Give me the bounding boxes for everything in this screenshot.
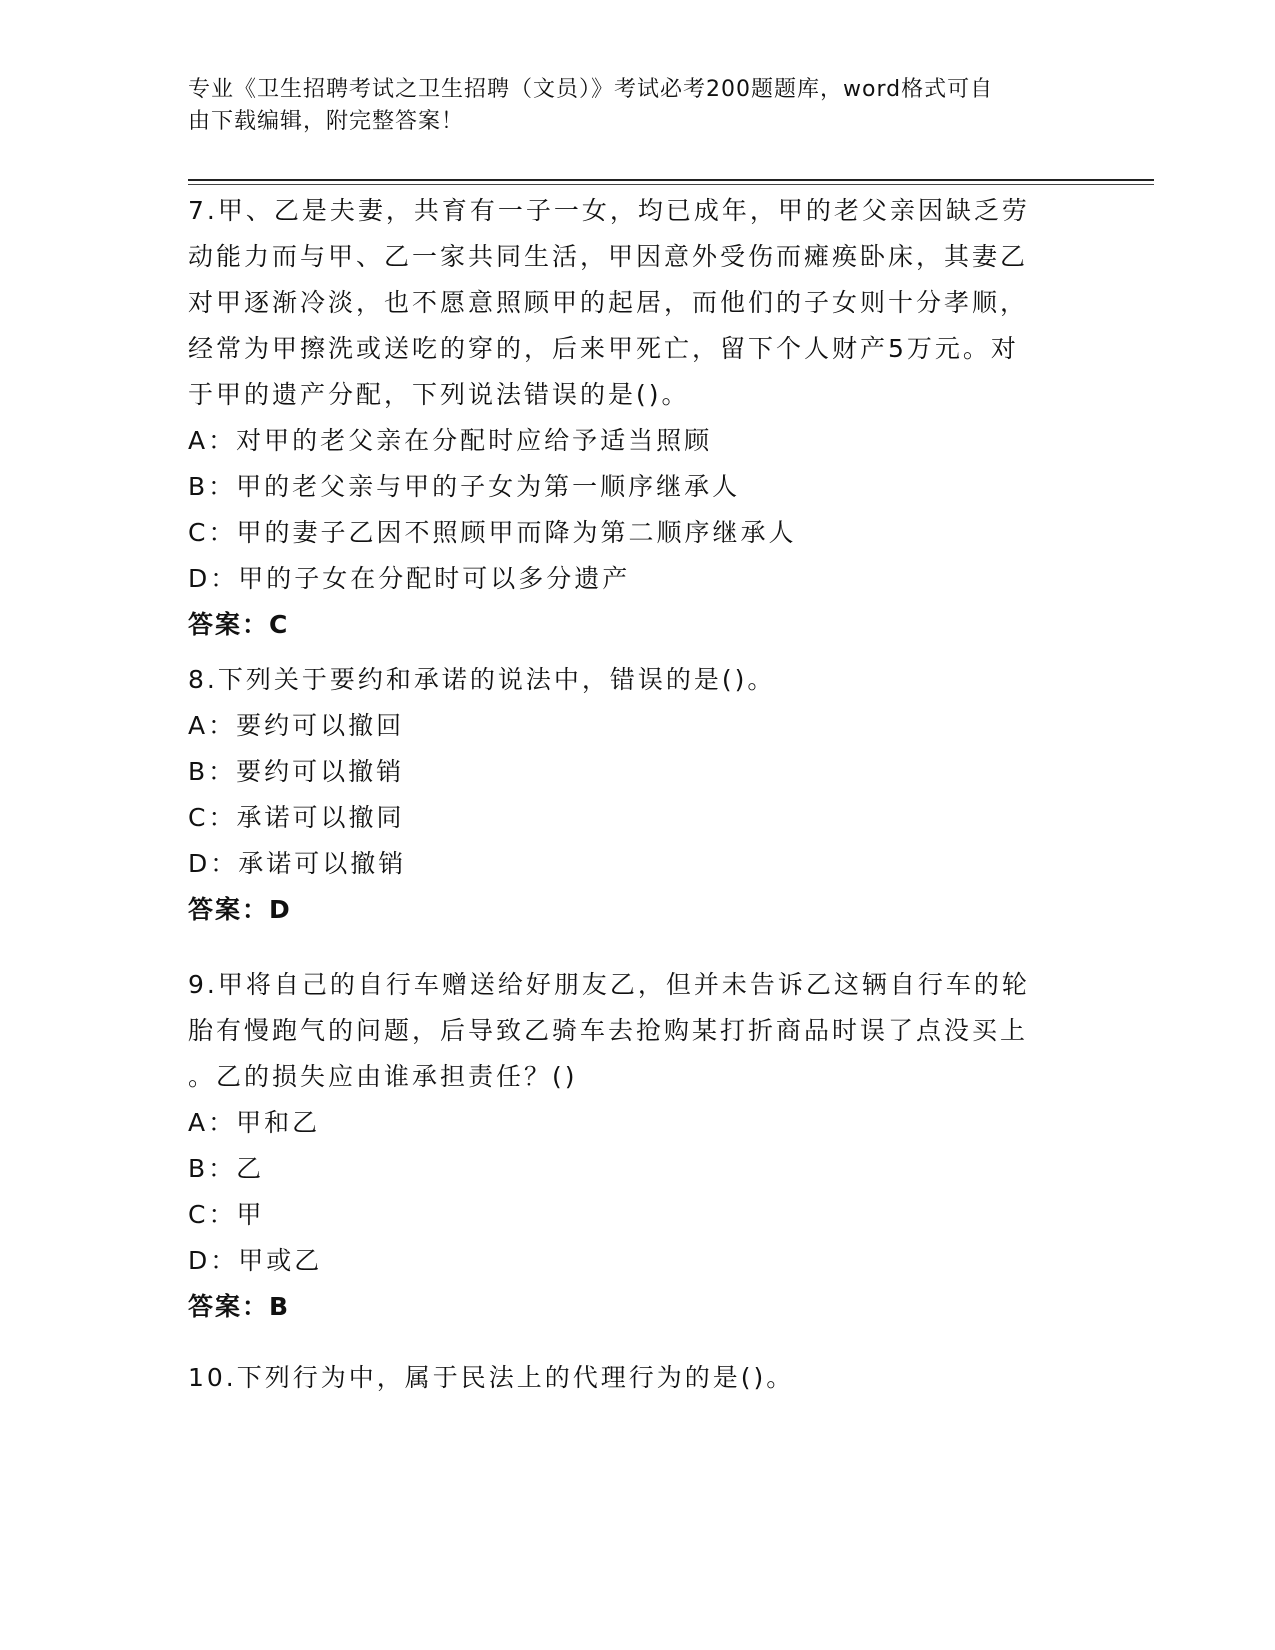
option-c: C：承诺可以撤同 (188, 803, 405, 832)
option-b: B：要约可以撤销 (188, 757, 405, 786)
question-stem-line: 8.下列关于要约和承诺的说法中，错误的是()。 (188, 665, 776, 694)
question-9 (188, 962, 1068, 1330)
question-stem-line: 10.下列行为中，属于民法上的代理行为的是()。 (188, 1363, 795, 1392)
question-stem-line: 胎有慢跑气的问题，后导致乙骑车去抢购某打折商品时误了点没买上 (188, 1016, 1029, 1045)
header-line: 由下载编辑，附完整答案！ (188, 109, 465, 134)
question-10 (188, 1355, 1068, 1401)
question-stem-line: 7.甲、乙是夫妻，共育有一子一女，均已成年，甲的老父亲因缺乏劳 (188, 196, 1030, 225)
header-divider-thick (188, 179, 1154, 181)
option-c: C：甲 (188, 1200, 265, 1229)
document-header (188, 74, 1068, 138)
answer-line: 答案：D (188, 895, 292, 924)
question-7 (188, 188, 1068, 648)
option-a: A：甲和乙 (188, 1108, 321, 1137)
question-stem-line: 动能力而与甲、乙一家共同生活，甲因意外受伤而瘫痪卧床，其妻乙 (188, 242, 1029, 271)
option-b: B：甲的老父亲与甲的子女为第一顺序继承人 (188, 472, 741, 501)
question-stem-line: 9.甲将自己的自行车赠送给好朋友乙，但并未告诉乙这辆自行车的轮 (188, 970, 1030, 999)
answer-line: 答案：B (188, 1292, 291, 1321)
question-stem-line: 经常为甲擦洗或送吃的穿的，后来甲死亡，留下个人财产5万元。对 (188, 334, 1019, 363)
header-line: 专业《卫生招聘考试之卫生招聘（文员）》考试必考200题题库，word格式可自 (188, 77, 994, 102)
option-b: B：乙 (188, 1154, 265, 1183)
option-a: A：要约可以撤回 (188, 711, 405, 740)
option-d: D：甲或乙 (188, 1246, 323, 1275)
question-8 (188, 657, 1068, 933)
answer-line: 答案：C (188, 610, 290, 639)
question-stem-line: 对甲逐渐冷淡，也不愿意照顾甲的起居，而他们的子女则十分孝顺， (188, 288, 1029, 317)
question-stem-line: 于甲的遗产分配，下列说法错误的是()。 (188, 380, 690, 409)
option-a: A：对甲的老父亲在分配时应给予适当照顾 (188, 426, 713, 455)
option-d: D：承诺可以撤销 (188, 849, 407, 878)
option-c: C：甲的妻子乙因不照顾甲而降为第二顺序继承人 (188, 518, 797, 547)
option-d: D：甲的子女在分配时可以多分遗产 (188, 564, 631, 593)
question-stem-line: 。乙的损失应由谁承担责任？() (188, 1062, 578, 1091)
header-divider-thin (188, 184, 1154, 185)
